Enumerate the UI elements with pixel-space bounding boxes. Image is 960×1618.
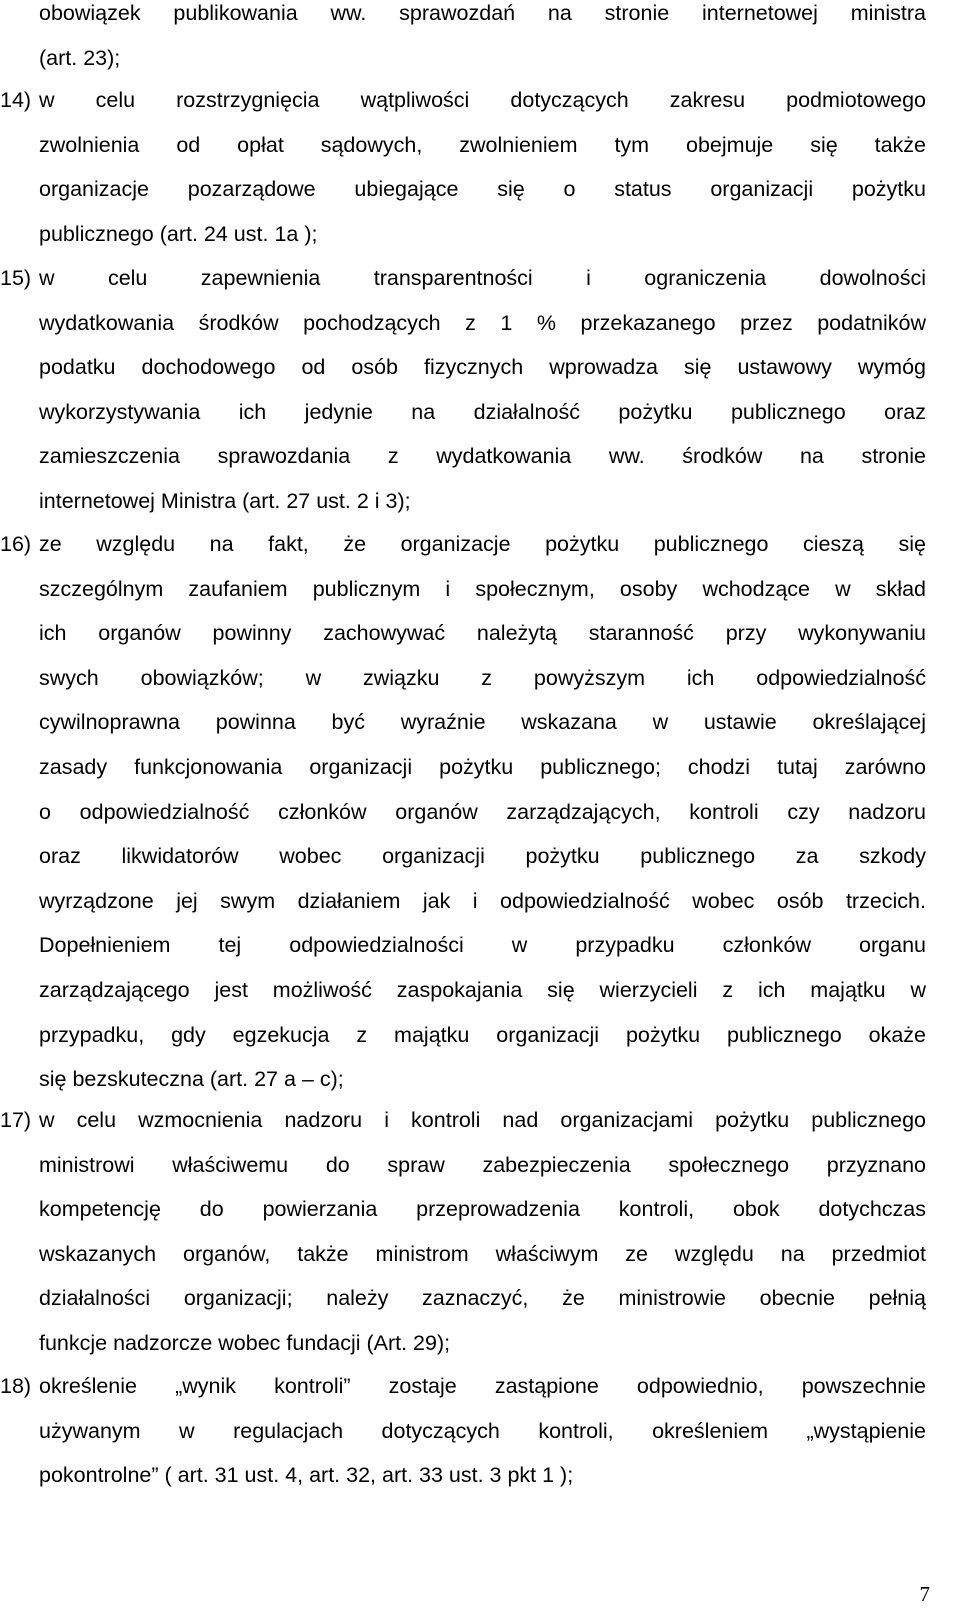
text-line: kompetencję do powierzania przeprowadzenia kontroli, obok dotychczas (39, 1197, 926, 1222)
list-item-number: 18) (0, 1374, 32, 1398)
text-line: swych obowiązków; w związku z powyższym ich odpowiedzialność (39, 665, 926, 690)
text-line: wydatkowania środków pochodzących z 1 % przekazanego przez podatników (39, 310, 926, 335)
list-item-18 (0, 1364, 960, 1498)
text-line: wskazanych organów, także ministrom właściwym ze względu na przedmiot (39, 1241, 926, 1266)
text-line: działalności organizacji; należy zaznaczyć, że ministrowie obecnie pełnią (39, 1286, 926, 1311)
text-line: w celu zapewnienia transparentności i ograniczenia dowolności (39, 266, 926, 290)
text-line: zamieszczenia sprawozdania z wydatkowania ww. środków na stronie (39, 444, 926, 469)
text-line: o odpowiedzialność członków organów zarządzających, kontroli czy nadzoru (39, 799, 926, 824)
text-line: cywilnoprawna powinna być wyraźnie wskazana w ustawie określającej (39, 710, 926, 735)
text-line: internetowej Ministra (art. 27 ust. 2 i 3); (39, 488, 411, 513)
text-line: pokontrolne” ( art. 31 ust. 4, art. 32, art. 33 ust. 3 pkt 1 ); (39, 1463, 574, 1488)
text-line: zarządzającego jest możliwość zaspokajania się wierzycieli z ich majątku w (39, 977, 926, 1002)
text-line: w celu wzmocnienia nadzoru i kontroli nad organizacjami pożytku publicznego (39, 1108, 926, 1132)
text-line: organizacje pozarządowe ubiegające się o status organizacji pożytku (39, 177, 926, 202)
page-number: 7 (919, 1582, 930, 1606)
list-item-16 (0, 522, 960, 1102)
text-line: (art. 23); (39, 45, 121, 70)
list-item-number: 14) (0, 88, 32, 112)
list-item-number: 15) (0, 266, 32, 290)
text-line: podatku dochodowego od osób fizycznych wprowadza się ustawowy wymóg (39, 355, 926, 380)
list-item-14 (0, 78, 960, 256)
text-line: funkcje nadzorcze wobec fundacji (Art. 29); (39, 1330, 451, 1355)
text-line: używanym w regulacjach dotyczących kontroli, określeniem „wystąpienie (39, 1418, 926, 1443)
text-line: obowiązek publikowania ww. sprawozdań na stronie internetowej ministra (39, 1, 926, 25)
list-item-17 (0, 1098, 960, 1366)
text-line: oraz likwidatorów wobec organizacji pożytku publicznego za szkody (39, 844, 926, 869)
list-item-15 (0, 256, 960, 524)
text-line: ze względu na fakt, że organizacje pożytku publicznego cieszą się (39, 532, 926, 556)
text-line: ich organów powinny zachowywać należytą staranność przy wykonywaniu (39, 621, 926, 646)
text-line: wyrządzone jej swym działaniem jak i odpowiedzialność wobec osób trzecich. (39, 888, 926, 913)
text-line: publicznego (art. 24 ust. 1a ); (39, 221, 318, 246)
text-line: przypadku, gdy egzekucja z majątku organizacji pożytku publicznego okaże (39, 1022, 926, 1047)
list-item-number: 16) (0, 532, 32, 556)
text-line: wykorzystywania ich jedynie na działalność pożytku publicznego oraz (39, 399, 926, 424)
text-line: szczególnym zaufaniem publicznym i społecznym, osoby wchodzące w skład (39, 576, 926, 601)
list-item-number: 17) (0, 1108, 32, 1132)
text-line: ministrowi właściwemu do spraw zabezpieczenia społecznego przyznano (39, 1152, 926, 1177)
text-line: zasady funkcjonowania organizacji pożytku publicznego; chodzi tutaj zarówno (39, 754, 926, 779)
text-line: w celu rozstrzygnięcia wątpliwości dotyczących zakresu podmiotowego (39, 88, 926, 112)
text-line: określenie „wynik kontroli” zostaje zastąpione odpowiednio, powszechnie (39, 1374, 926, 1398)
text-line: się bezskuteczna (art. 27 a – c); (39, 1067, 344, 1092)
text-line: zwolnienia od opłat sądowych, zwolnieniem tym obejmuje się także (39, 132, 926, 157)
list-item-13-tail (0, 0, 960, 80)
text-line: Dopełnieniem tej odpowiedzialności w przypadku członków organu (39, 933, 926, 958)
